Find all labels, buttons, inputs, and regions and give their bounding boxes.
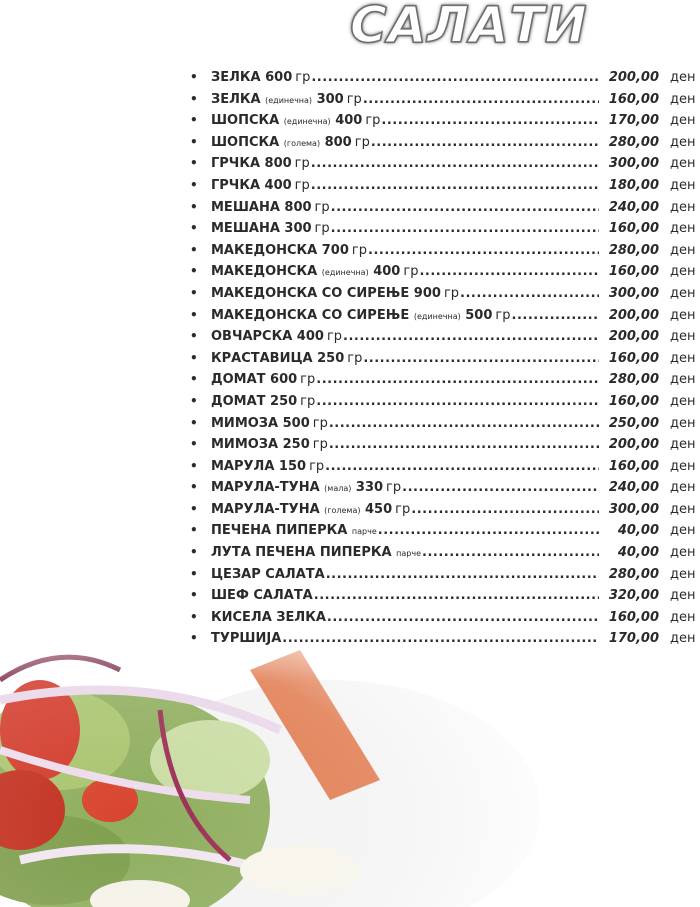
item-name: ШОПСКА (единечна) 400 гр bbox=[211, 113, 381, 129]
dot-leader bbox=[311, 178, 599, 193]
item-note: (голема) bbox=[283, 138, 321, 148]
item-name: МИМОЗА 500 гр bbox=[211, 415, 328, 431]
item-currency: ден bbox=[670, 113, 696, 129]
item-price: 160,00 bbox=[608, 458, 659, 474]
dot-leader bbox=[419, 264, 599, 279]
dot-leader bbox=[326, 567, 599, 582]
item-price: 160,00 bbox=[608, 393, 659, 409]
item-currency: ден bbox=[670, 588, 696, 604]
item-unit: гр bbox=[309, 458, 325, 474]
item-price: 280,00 bbox=[608, 242, 659, 258]
item-unit: гр bbox=[443, 285, 460, 301]
item-unit: гр bbox=[312, 415, 328, 431]
item-price: 200,00 bbox=[608, 437, 659, 453]
item-price: 280,00 bbox=[608, 134, 659, 150]
menu-item bbox=[190, 523, 700, 545]
dot-leader bbox=[363, 92, 599, 107]
item-price: 160,00 bbox=[608, 350, 659, 366]
item-name: ОВЧАРСКА 400 гр bbox=[211, 329, 343, 345]
dot-leader bbox=[327, 610, 599, 625]
item-price: 40,00 bbox=[617, 545, 659, 561]
dot-leader bbox=[512, 308, 600, 323]
item-price: 200,00 bbox=[608, 70, 659, 85]
item-note: (единечна) bbox=[413, 311, 461, 321]
dot-leader bbox=[331, 200, 599, 215]
item-price: 280,00 bbox=[608, 372, 659, 388]
item-name: МАРУЛА-ТУНА (голема) 450 гр bbox=[211, 501, 411, 517]
item-currency: ден bbox=[670, 285, 696, 301]
dot-leader bbox=[282, 631, 599, 646]
bullet: • bbox=[190, 70, 198, 84]
item-note: (голема) bbox=[324, 505, 361, 515]
item-price: 300,00 bbox=[608, 156, 659, 172]
bullet: • bbox=[190, 91, 198, 106]
item-price: 160,00 bbox=[608, 221, 659, 237]
item-name: МАКЕДОНСКА (единечна) 400 гр bbox=[211, 264, 419, 280]
menu-item bbox=[190, 351, 700, 373]
item-currency: ден bbox=[670, 631, 696, 647]
item-name: МАРУЛА 150 гр bbox=[211, 458, 325, 474]
menu-item bbox=[190, 567, 700, 589]
menu-item bbox=[190, 631, 700, 653]
item-name: МАКЕДОНСКА 700 гр bbox=[211, 242, 367, 258]
menu-item bbox=[190, 588, 700, 610]
menu-item bbox=[190, 416, 700, 438]
bullet: • bbox=[190, 415, 198, 430]
item-name: ТУРШИЈА bbox=[211, 631, 282, 647]
item-note: парче bbox=[396, 549, 422, 559]
item-price: 160,00 bbox=[608, 264, 659, 280]
bullet: • bbox=[190, 545, 198, 560]
dot-leader bbox=[378, 523, 599, 538]
item-price: 160,00 bbox=[608, 609, 659, 625]
salad-menu bbox=[190, 70, 700, 653]
item-unit: гр bbox=[351, 242, 367, 258]
dot-leader bbox=[371, 135, 599, 150]
bullet: • bbox=[190, 177, 198, 192]
item-unit: гр bbox=[403, 264, 419, 280]
dot-leader bbox=[368, 243, 599, 258]
item-name: МЕШАНА 300 гр bbox=[211, 221, 330, 237]
menu-item bbox=[190, 200, 700, 222]
menu-item bbox=[190, 92, 700, 114]
dot-leader bbox=[363, 351, 599, 366]
menu-item bbox=[190, 156, 700, 178]
item-unit: гр bbox=[295, 70, 311, 85]
item-currency: ден bbox=[670, 523, 696, 539]
item-qty: 400 bbox=[373, 264, 401, 280]
item-unit: гр bbox=[495, 307, 511, 323]
item-qty: 400 bbox=[335, 113, 363, 129]
bullet: • bbox=[190, 566, 198, 581]
item-unit: гр bbox=[395, 501, 411, 517]
bullet: • bbox=[190, 437, 198, 452]
menu-item bbox=[190, 502, 700, 524]
menu-item bbox=[190, 113, 700, 135]
dot-leader bbox=[402, 480, 599, 495]
dot-leader bbox=[311, 156, 599, 171]
menu-item bbox=[190, 480, 700, 502]
menu-item bbox=[190, 329, 700, 351]
item-name: МАКЕДОНСКА СО СИРЕЊЕ 900 гр bbox=[211, 285, 460, 301]
menu-item bbox=[190, 459, 700, 481]
item-currency: ден bbox=[670, 480, 696, 496]
item-currency: ден bbox=[670, 177, 696, 193]
menu-item bbox=[190, 437, 700, 459]
menu-item bbox=[190, 545, 700, 567]
bullet: • bbox=[190, 307, 198, 322]
item-qty: 300 bbox=[316, 91, 344, 107]
item-name: МАРУЛА-ТУНА (мала) 330 гр bbox=[211, 480, 402, 496]
item-unit: гр bbox=[294, 156, 310, 172]
dot-leader bbox=[329, 437, 599, 452]
dot-leader bbox=[422, 545, 599, 560]
item-unit: гр bbox=[354, 134, 370, 150]
bullet: • bbox=[190, 329, 198, 344]
dot-leader bbox=[343, 329, 599, 344]
menu-item bbox=[190, 178, 700, 200]
menu-item bbox=[190, 372, 700, 394]
dot-leader bbox=[314, 588, 599, 603]
item-name: ЛУТА ПЕЧЕНА ПИПЕРКА парче bbox=[211, 545, 422, 561]
menu-item bbox=[190, 135, 700, 157]
dot-leader bbox=[460, 286, 599, 301]
bullet: • bbox=[190, 221, 198, 236]
item-currency: ден bbox=[670, 350, 696, 366]
bullet: • bbox=[190, 393, 198, 408]
menu-item bbox=[190, 394, 700, 416]
item-currency: ден bbox=[670, 70, 696, 85]
item-price: 300,00 bbox=[608, 501, 659, 517]
item-currency: ден bbox=[670, 199, 696, 215]
item-unit: гр bbox=[346, 91, 362, 107]
dot-leader bbox=[311, 70, 599, 85]
item-name: ГРЧКА 800 гр bbox=[211, 156, 310, 172]
bullet: • bbox=[190, 134, 198, 149]
bullet: • bbox=[190, 631, 198, 646]
item-name: ГРЧКА 400 гр bbox=[211, 177, 310, 193]
item-qty: 800 bbox=[324, 134, 352, 150]
dot-leader bbox=[329, 416, 599, 431]
bullet: • bbox=[190, 588, 198, 603]
menu-item bbox=[190, 70, 700, 92]
item-name: МЕШАНА 800 гр bbox=[211, 199, 330, 215]
item-unit: гр bbox=[365, 113, 381, 129]
bullet: • bbox=[190, 264, 198, 279]
item-currency: ден bbox=[670, 134, 696, 150]
bullet: • bbox=[190, 156, 198, 171]
item-qty: 500 bbox=[465, 307, 493, 323]
item-currency: ден bbox=[670, 545, 696, 561]
bullet: • bbox=[190, 372, 198, 387]
dot-leader bbox=[381, 113, 599, 128]
item-note: (единечна) bbox=[283, 117, 331, 127]
item-currency: ден bbox=[670, 372, 696, 388]
item-currency: ден bbox=[670, 437, 696, 453]
dot-leader bbox=[316, 394, 599, 409]
item-note: (единечна) bbox=[321, 268, 369, 278]
item-currency: ден bbox=[670, 609, 696, 625]
item-name: ЗЕЛКА 600 гр bbox=[211, 70, 311, 85]
bullet: • bbox=[190, 458, 198, 473]
item-currency: ден bbox=[670, 242, 696, 258]
bullet: • bbox=[190, 113, 198, 128]
bullet: • bbox=[190, 350, 198, 365]
item-price: 300,00 bbox=[608, 285, 659, 301]
item-name: КРАСТАВИЦА 250 гр bbox=[211, 350, 363, 366]
item-qty: 450 bbox=[365, 501, 393, 517]
bullet: • bbox=[190, 199, 198, 214]
item-unit: гр bbox=[294, 177, 310, 193]
menu-item bbox=[190, 264, 700, 286]
item-note: (единечна) bbox=[265, 95, 313, 105]
dot-leader bbox=[331, 221, 599, 236]
bullet: • bbox=[190, 609, 198, 624]
item-price: 200,00 bbox=[608, 329, 659, 345]
bullet: • bbox=[190, 480, 198, 495]
menu-item bbox=[190, 243, 700, 265]
item-unit: гр bbox=[300, 372, 316, 388]
item-price: 170,00 bbox=[608, 631, 659, 647]
dot-leader bbox=[316, 372, 599, 387]
item-currency: ден bbox=[670, 329, 696, 345]
dot-leader bbox=[325, 459, 599, 474]
item-price: 180,00 bbox=[608, 177, 659, 193]
item-name: ШОПСКА (голема) 800 гр bbox=[211, 134, 370, 150]
item-currency: ден bbox=[670, 91, 696, 107]
page-title: САЛАТИ bbox=[350, 0, 588, 54]
item-price: 240,00 bbox=[608, 480, 659, 496]
item-name: МАКЕДОНСКА СО СИРЕЊЕ (единечна) 500 гр bbox=[211, 307, 511, 323]
menu-item bbox=[190, 610, 700, 632]
item-currency: ден bbox=[670, 221, 696, 237]
bullet: • bbox=[190, 285, 198, 300]
menu-item bbox=[190, 308, 700, 330]
menu-item bbox=[190, 286, 700, 308]
item-name: ДОМАТ 250 гр bbox=[211, 393, 316, 409]
menu-item bbox=[190, 221, 700, 243]
item-currency: ден bbox=[670, 501, 696, 517]
bullet: • bbox=[190, 523, 198, 538]
item-currency: ден bbox=[670, 307, 696, 323]
item-name: ЦЕЗАР САЛАТА bbox=[211, 566, 325, 582]
item-name: ШЕФ САЛАТА bbox=[211, 588, 313, 604]
item-price: 160,00 bbox=[608, 91, 659, 107]
item-unit: гр bbox=[347, 350, 363, 366]
item-price: 250,00 bbox=[608, 415, 659, 431]
item-price: 320,00 bbox=[608, 588, 659, 604]
item-currency: ден bbox=[670, 566, 696, 582]
item-name: КИСЕЛА ЗЕЛКА bbox=[211, 609, 326, 625]
item-currency: ден bbox=[670, 415, 696, 431]
item-unit: гр bbox=[314, 221, 330, 237]
item-name: МИМОЗА 250 гр bbox=[211, 437, 328, 453]
dot-leader bbox=[411, 502, 599, 517]
item-currency: ден bbox=[670, 458, 696, 474]
item-currency: ден bbox=[670, 264, 696, 280]
bullet: • bbox=[190, 242, 198, 257]
item-unit: гр bbox=[312, 437, 328, 453]
item-price: 240,00 bbox=[608, 199, 659, 215]
item-unit: гр bbox=[326, 329, 343, 345]
item-price: 280,00 bbox=[608, 566, 659, 582]
item-currency: ден bbox=[670, 393, 696, 409]
item-price: 200,00 bbox=[608, 307, 659, 323]
item-price: 170,00 bbox=[608, 113, 659, 129]
item-note: парче bbox=[351, 527, 377, 537]
item-qty: 330 bbox=[355, 480, 384, 496]
item-unit: гр bbox=[314, 199, 330, 215]
bullet: • bbox=[190, 501, 198, 516]
item-currency: ден bbox=[670, 156, 696, 172]
item-name: ДОМАТ 600 гр bbox=[211, 372, 316, 388]
item-unit: гр bbox=[386, 480, 402, 496]
item-name: ЗЕЛКА (единечна) 300 гр bbox=[211, 91, 362, 107]
item-unit: гр bbox=[300, 393, 316, 409]
item-note: (мала) bbox=[324, 484, 352, 494]
item-price: 40,00 bbox=[617, 523, 659, 539]
item-name: ПЕЧЕНА ПИПЕРКА парче bbox=[211, 523, 377, 539]
